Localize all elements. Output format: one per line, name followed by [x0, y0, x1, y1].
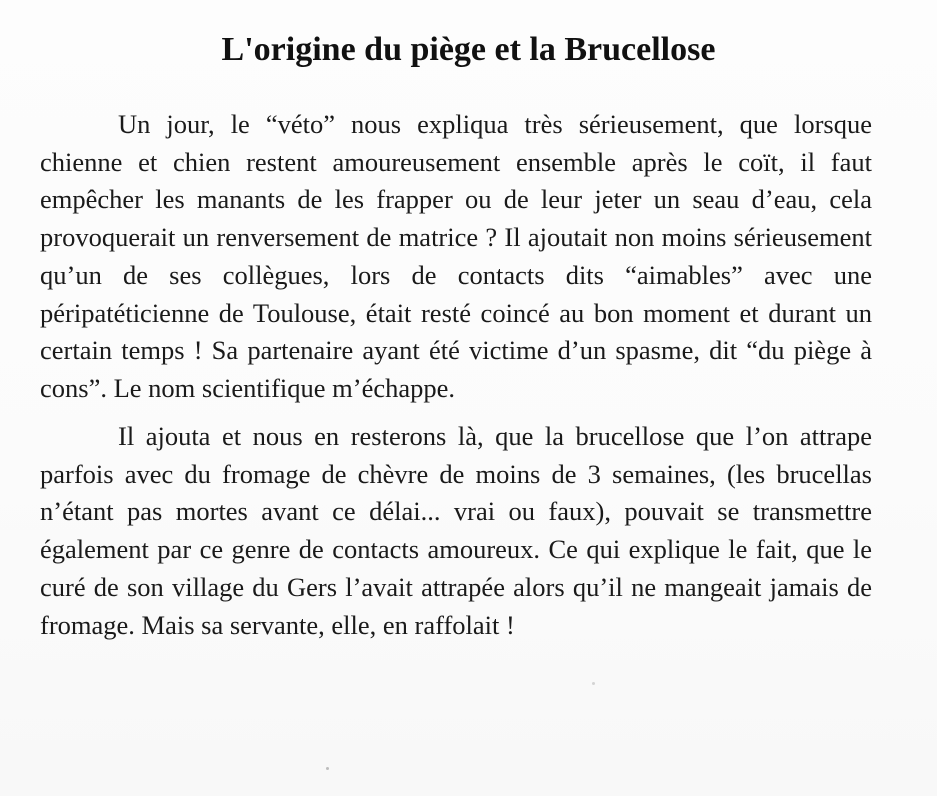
paper-speck: [592, 682, 595, 685]
page-title: L'origine du piège et la Brucellose: [221, 31, 716, 68]
paper-speck: [326, 767, 329, 770]
paragraph-2: Il ajouta et nous en resterons là, que la brucellose que l’on attrape parfois avec du fromage de chèvre de moins de 3 semaines, (les brucellas n’étant pas mortes avant ce délai... vrai ou faux), pouvait se transmettre également par ce genre de contacts amoureux. Ce qui explique le fait, que le curé de son village du Gers l’avait attrapée alors qu’il ne mangeait jamais de fromage. Mais sa servante, elle, en raffolait !: [40, 421, 872, 640]
paragraph-1: Un jour, le “véto” nous expliqua très sérieusement, que lorsque chienne et chien restent amoureusement ensemble après le coït, il faut empêcher les manants de les frapper ou de leur jeter un seau d’eau, cela provoquerait un renversement de matrice ? Il ajoutait non moins sérieusement qu’un de ses collègues, lors de contacts dits “aimables” avec une péripatéticienne de Toulouse, était resté coincé au bon moment et durant un certain temps ! Sa partenaire ayant été victime d’un spasme, dit “du piège à cons”. Le nom scientifique m’échappe.: [40, 109, 872, 403]
